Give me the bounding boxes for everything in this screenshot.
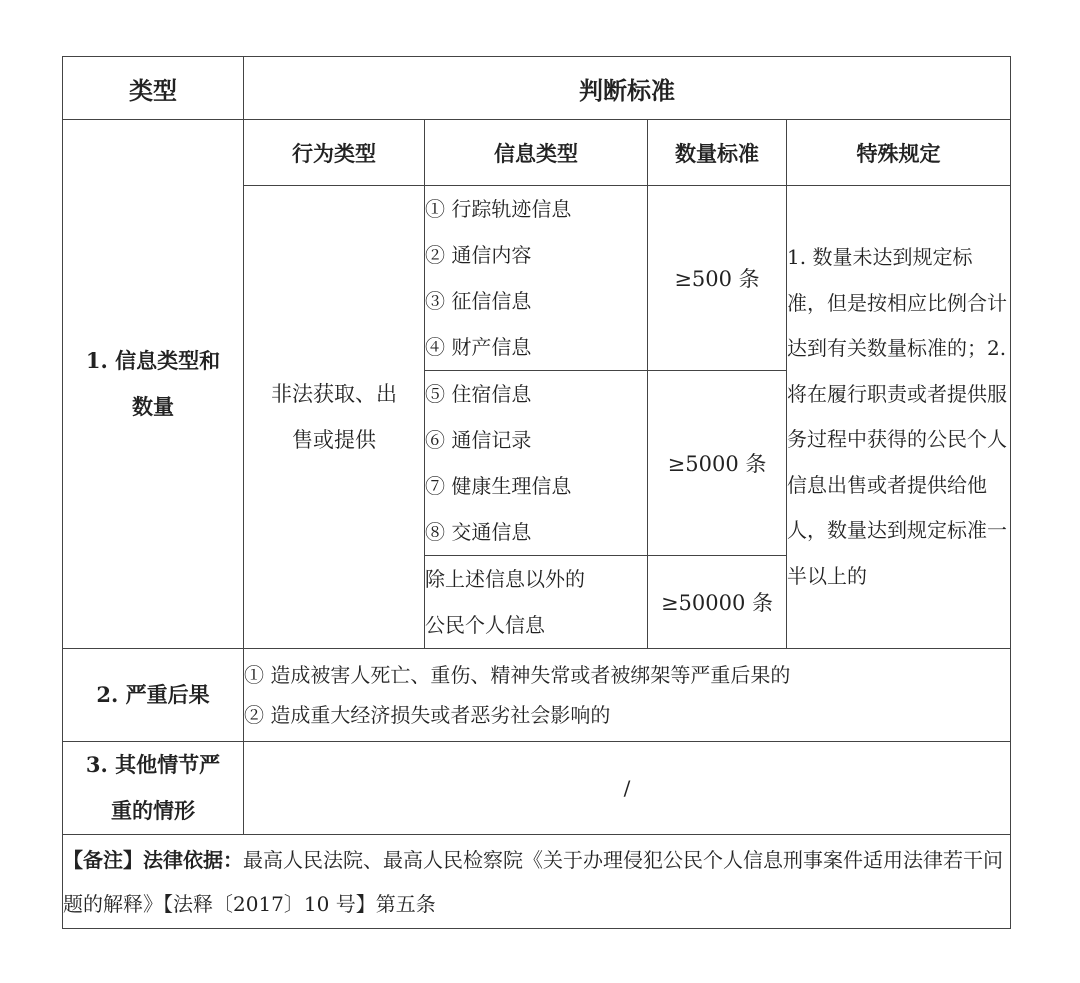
other-value: / bbox=[623, 776, 631, 800]
list-item: ⑧ 交通信息 bbox=[425, 520, 532, 544]
behavior-line1: 非法获取、出 bbox=[271, 382, 397, 406]
quantity-value: ≥500 条 bbox=[674, 267, 760, 291]
subheader-quantity-label: 数量标准 bbox=[675, 140, 759, 166]
list-item: ⑤ 住宿信息 bbox=[425, 382, 532, 406]
list-item: ② 通信内容 bbox=[425, 243, 532, 267]
category-other-cell bbox=[63, 742, 244, 835]
other-value-cell bbox=[244, 742, 1011, 835]
category-info-line1: 1. 信息类型和 bbox=[85, 348, 221, 373]
list-item: ① 造成被害人死亡、重伤、精神失常或者被绑架等严重后果的 bbox=[244, 663, 791, 687]
subheader-behavior-label: 行为类型 bbox=[292, 140, 376, 166]
remark-text: 最高人民法院、最高人民检察院《关于办理侵犯公民个人信息刑事案件适用法律若干问题的解释》【法释〔2017〕10 号】第五条 bbox=[63, 847, 1003, 916]
list-item: ② 造成重大经济损失或者恶劣社会影响的 bbox=[244, 703, 611, 727]
remark-cell bbox=[63, 835, 1011, 929]
info-group-2 bbox=[425, 371, 648, 556]
list-item: ⑥ 通信记录 bbox=[425, 428, 532, 452]
subheader-special bbox=[787, 120, 1011, 186]
criteria-table bbox=[62, 56, 1011, 929]
category-info-line2: 数量 bbox=[132, 394, 174, 419]
subheader-quantity bbox=[648, 120, 787, 186]
list-item: ③ 征信信息 bbox=[425, 289, 532, 313]
header-type-label: 类型 bbox=[129, 75, 177, 105]
subheader-info-type-label: 信息类型 bbox=[494, 140, 578, 166]
quantity-value: ≥5000 条 bbox=[667, 452, 767, 476]
consequence-cell bbox=[244, 649, 1011, 742]
remark-label: 【备注】法律依据： bbox=[63, 847, 243, 872]
quantity-group-1 bbox=[648, 186, 787, 371]
category-other-line2: 重的情形 bbox=[111, 798, 195, 823]
header-criteria-label: 判断标准 bbox=[579, 75, 675, 105]
quantity-group-3 bbox=[648, 556, 787, 649]
list-item: ④ 财产信息 bbox=[425, 335, 532, 359]
list-item: ⑦ 健康生理信息 bbox=[425, 474, 572, 498]
special-rules-cell bbox=[787, 186, 1011, 649]
list-item: 除上述信息以外的 bbox=[425, 567, 585, 591]
category-consequence-label: 2. 严重后果 bbox=[96, 682, 210, 707]
list-item: ① 行踪轨迹信息 bbox=[425, 197, 572, 221]
quantity-group-2 bbox=[648, 371, 787, 556]
subheader-behavior bbox=[244, 120, 425, 186]
info-group-3 bbox=[425, 556, 648, 649]
header-criteria-cell bbox=[244, 57, 1011, 120]
behavior-line2: 售或提供 bbox=[292, 428, 376, 452]
category-other-line1: 3. 其他情节严 bbox=[85, 752, 221, 777]
quantity-value: ≥50000 条 bbox=[660, 591, 774, 615]
subheader-info-type bbox=[425, 120, 648, 186]
category-info-quantity-cell bbox=[63, 120, 244, 649]
header-type-cell bbox=[63, 57, 244, 120]
info-group-1 bbox=[425, 186, 648, 371]
category-consequence-cell bbox=[63, 649, 244, 742]
special-rules-text: 1. 数量未达到规定标准，但是按相应比例合计达到有关数量标准的；2. 将在履行职责或者提供服务过程中获得的公民个人信息出售或者提供给他人，数量达到规定标准一半以上的 bbox=[787, 245, 1007, 588]
subheader-special-label: 特殊规定 bbox=[856, 140, 941, 166]
behavior-cell bbox=[244, 186, 425, 649]
list-item: 公民个人信息 bbox=[425, 613, 545, 637]
